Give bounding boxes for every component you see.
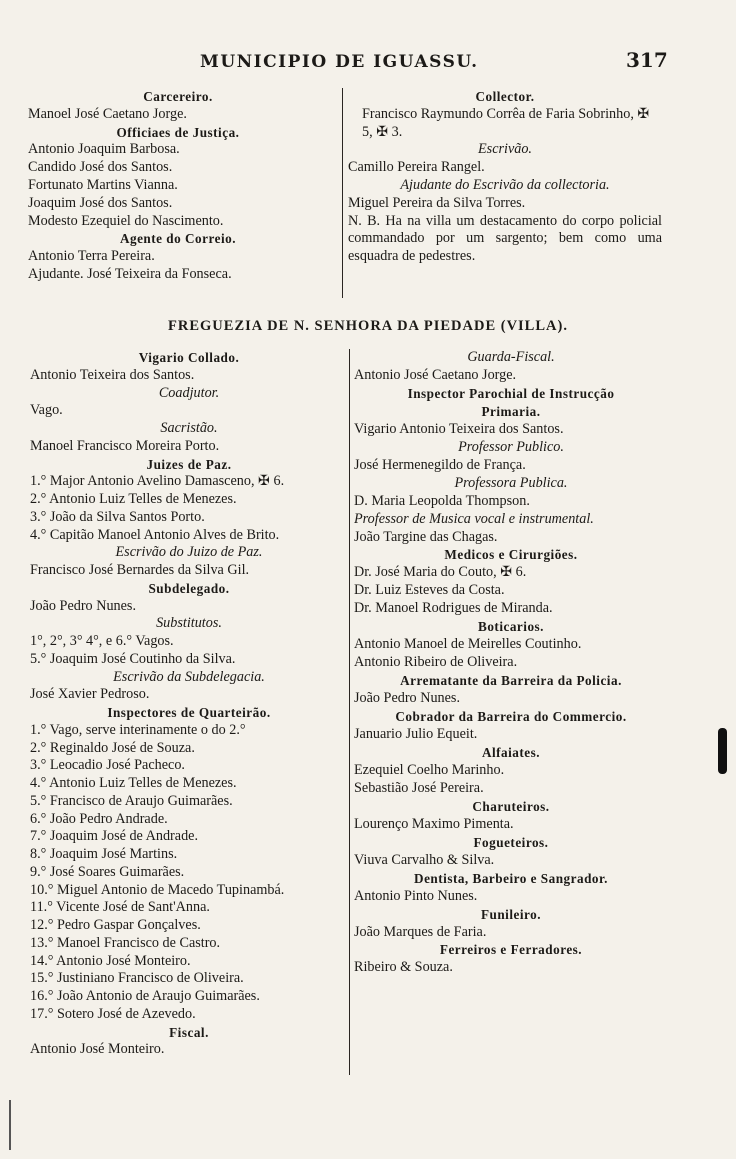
entry-line: 11.° Vicente José de Sant'Anna. bbox=[30, 899, 210, 916]
entry-line: Antonio Manoel de Meirelles Coutinho. bbox=[354, 636, 582, 653]
section-heading: Fogueteiros. bbox=[473, 834, 549, 850]
entry-line: Antonio Ribeiro de Oliveira. bbox=[354, 654, 518, 671]
section-heading: Charuteiros. bbox=[472, 798, 550, 814]
top-column-divider bbox=[342, 88, 343, 298]
entry-line: Antonio José Caetano Jorge. bbox=[354, 366, 517, 383]
sub-heading: Sacristão. bbox=[160, 420, 218, 436]
page-title: MUNICIPIO DE IGUASSU. bbox=[200, 52, 479, 72]
entry-line: 4.° Antonio Luiz Telles de Menezes. bbox=[30, 775, 237, 791]
entry-line: João Pedro Nunes. bbox=[354, 690, 460, 707]
bottom-right-column bbox=[354, 349, 668, 977]
entry-line: 3.° João da Silva Santos Porto. bbox=[30, 508, 205, 525]
entry-line: Joaquim José dos Santos. bbox=[28, 194, 173, 211]
sub-heading: Professora Publica. bbox=[454, 474, 568, 491]
entry-line: Vigario Antonio Teixeira dos Santos. bbox=[354, 420, 564, 437]
sub-heading: Ajudante do Escrivão da collectoria. bbox=[400, 176, 610, 193]
sub-heading: Guarda-Fiscal. bbox=[467, 349, 555, 365]
entry-line: 3.° Leocadio José Pacheco. bbox=[30, 757, 185, 774]
section-heading: Funileiro. bbox=[480, 906, 542, 922]
entry-line: 14.° Antonio José Monteiro. bbox=[30, 952, 191, 969]
section-heading: Arrematante da Barreira da Policia. bbox=[400, 673, 622, 689]
entry-line: 6.° João Pedro Andrade. bbox=[30, 810, 168, 827]
section-heading: Cobrador da Barreira do Commercio. bbox=[395, 709, 627, 725]
entry-line: 16.° João Antonio de Araujo Guimarães. bbox=[30, 988, 260, 1004]
entry-line: Miguel Pereira da Silva Torres. bbox=[348, 194, 526, 211]
page-number: 317 bbox=[626, 48, 668, 72]
entry-line: 1.° Vago, serve interinamente o do 2.° bbox=[30, 721, 246, 738]
entry-line: José Hermenegildo de França. bbox=[354, 456, 526, 473]
entry-line: 10.° Miguel Antonio de Macedo Tupinambá. bbox=[30, 881, 285, 898]
entry-line: Francisco José Bernardes da Silva Gil. bbox=[30, 562, 250, 578]
entry-line: 1.° Major Antonio Avelino Damasceno, ✠ 6. bbox=[30, 473, 285, 490]
sub-heading: Escrivão do Juizo de Paz. bbox=[115, 544, 263, 561]
top-left-column bbox=[28, 88, 328, 284]
sub-heading: Coadjutor. bbox=[158, 384, 220, 401]
section-heading: Carcereiro. bbox=[143, 89, 213, 104]
entry-line: Viuva Carvalho & Silva. bbox=[354, 851, 495, 868]
section-heading: Inspectores de Quarteirão. bbox=[107, 705, 271, 720]
entry-line: Manoel José Caetano Jorge. bbox=[28, 105, 187, 122]
entry-line: 5.° Joaquim José Coutinho da Silva. bbox=[30, 650, 236, 667]
entry-line: Antonio Teixeira dos Santos. bbox=[30, 366, 195, 383]
section-heading: Juizes de Paz. bbox=[146, 456, 232, 472]
section-heading: Boticarios. bbox=[478, 619, 544, 635]
section-title: FREGUEZIA DE N. SENHORA DA PIEDADE (VILLA). bbox=[168, 318, 568, 334]
section-heading: Subdelegado. bbox=[148, 580, 230, 596]
entry-line: 9.° José Soares Guimarães. bbox=[30, 863, 185, 880]
section-heading: Alfaiates. bbox=[481, 744, 541, 760]
page-header bbox=[0, 48, 736, 78]
ink-blot bbox=[718, 728, 727, 774]
sub-heading: Substitutos. bbox=[156, 615, 222, 632]
section-heading: Fiscal. bbox=[169, 1024, 209, 1040]
entry-line: Lourenço Maximo Pimenta. bbox=[354, 815, 514, 832]
entry-line: D. Maria Leopolda Thompson. bbox=[354, 492, 530, 509]
entry-line: Antonio Joaquim Barbosa. bbox=[28, 141, 180, 158]
entry-line: 17.° Sotero José de Azevedo. bbox=[30, 1005, 196, 1022]
bottom-column-divider bbox=[349, 349, 350, 1075]
page-edge-mark bbox=[9, 1100, 11, 1150]
entry-line: João Marques de Faria. bbox=[354, 923, 487, 940]
entry-line: Dr. Luiz Esteves da Costa. bbox=[354, 582, 505, 599]
entry-line: Camillo Pereira Rangel. bbox=[348, 159, 485, 176]
entry-line: João Targine das Chagas. bbox=[354, 528, 498, 545]
section-heading: Inspector Parochial de Instrucção bbox=[407, 385, 615, 401]
section-heading: Collector. bbox=[475, 89, 535, 104]
entry-line: José Xavier Pedroso. bbox=[30, 686, 150, 703]
top-right-column bbox=[348, 88, 662, 266]
entry-line: Dr. José Maria do Couto, ✠ 6. bbox=[354, 564, 527, 581]
entry-line: 7.° Joaquim José de Andrade. bbox=[30, 828, 199, 845]
entry-line: 13.° Manoel Francisco de Castro. bbox=[30, 934, 221, 951]
entry-line: Ajudante. José Teixeira da Fonseca. bbox=[28, 265, 232, 282]
section-heading: Primaria. bbox=[481, 403, 541, 419]
bottom-left-column bbox=[30, 349, 348, 1059]
section-heading: Agente do Correio. bbox=[119, 231, 237, 247]
entry-line: 2.° Antonio Luiz Telles de Menezes. bbox=[30, 491, 237, 507]
sub-heading: Professor Publico. bbox=[458, 438, 564, 455]
entry-line: 12.° Pedro Gaspar Gonçalves. bbox=[30, 917, 201, 933]
entry-line: Manoel Francisco Moreira Porto. bbox=[30, 437, 220, 454]
entry-line: 8.° Joaquim José Martins. bbox=[30, 846, 178, 862]
section-heading: Officiaes de Justiça. bbox=[116, 124, 240, 140]
entry-line: Ezequiel Coelho Marinho. bbox=[354, 761, 505, 778]
entry-line: Vago. bbox=[30, 402, 63, 419]
entry-line: 5.° Francisco de Araujo Guimarães. bbox=[30, 792, 233, 809]
sub-heading: Escrivão. bbox=[478, 141, 532, 158]
entry-line: 4.° Capitão Manoel Antonio Alves de Brito. bbox=[30, 526, 280, 543]
entry-line: Ribeiro & Souza. bbox=[354, 959, 453, 976]
entry-line: 2.° Reginaldo José de Souza. bbox=[30, 739, 195, 756]
entry-line: Antonio José Monteiro. bbox=[30, 1041, 165, 1058]
entry-line: 1°, 2°, 3° 4°, e 6.° Vagos. bbox=[30, 633, 174, 649]
entry-line: Antonio Terra Pereira. bbox=[28, 248, 155, 265]
entry-line: Modesto Ezequiel do Nascimento. bbox=[28, 212, 224, 229]
entry-line: João Pedro Nunes. bbox=[30, 597, 136, 614]
entry-line: Francisco Raymundo Corrêa de Faria Sobrinho, ✠ 5, ✠ 3. bbox=[362, 105, 650, 140]
sub-heading: Escrivão da Subdelegacia. bbox=[113, 668, 265, 685]
entry-line: Candido José dos Santos. bbox=[28, 159, 173, 176]
section-heading: Medicos e Cirurgiões. bbox=[444, 547, 578, 563]
entry-line: N. B. Ha na villa um destacamento do corpo policial commandado por um sargento; bem como uma esquadra de pedestres. bbox=[348, 212, 662, 265]
section-heading: Vigario Collado. bbox=[138, 350, 240, 365]
entry-line: Fortunato Martins Vianna. bbox=[28, 176, 178, 193]
entry-line: Antonio Pinto Nunes. bbox=[354, 887, 478, 904]
entry-line: Sebastião José Pereira. bbox=[354, 779, 484, 796]
entry-line: Januario Julio Equeit. bbox=[354, 726, 478, 743]
entry-line: 15.° Justiniano Francisco de Oliveira. bbox=[30, 970, 244, 987]
section-heading: Dentista, Barbeiro e Sangrador. bbox=[414, 870, 608, 886]
entry-line: Dr. Manoel Rodrigues de Miranda. bbox=[354, 600, 553, 617]
section-heading: Ferreiros e Ferradores. bbox=[439, 942, 583, 958]
entry-line: Professor de Musica vocal e instrumental. bbox=[354, 510, 594, 527]
